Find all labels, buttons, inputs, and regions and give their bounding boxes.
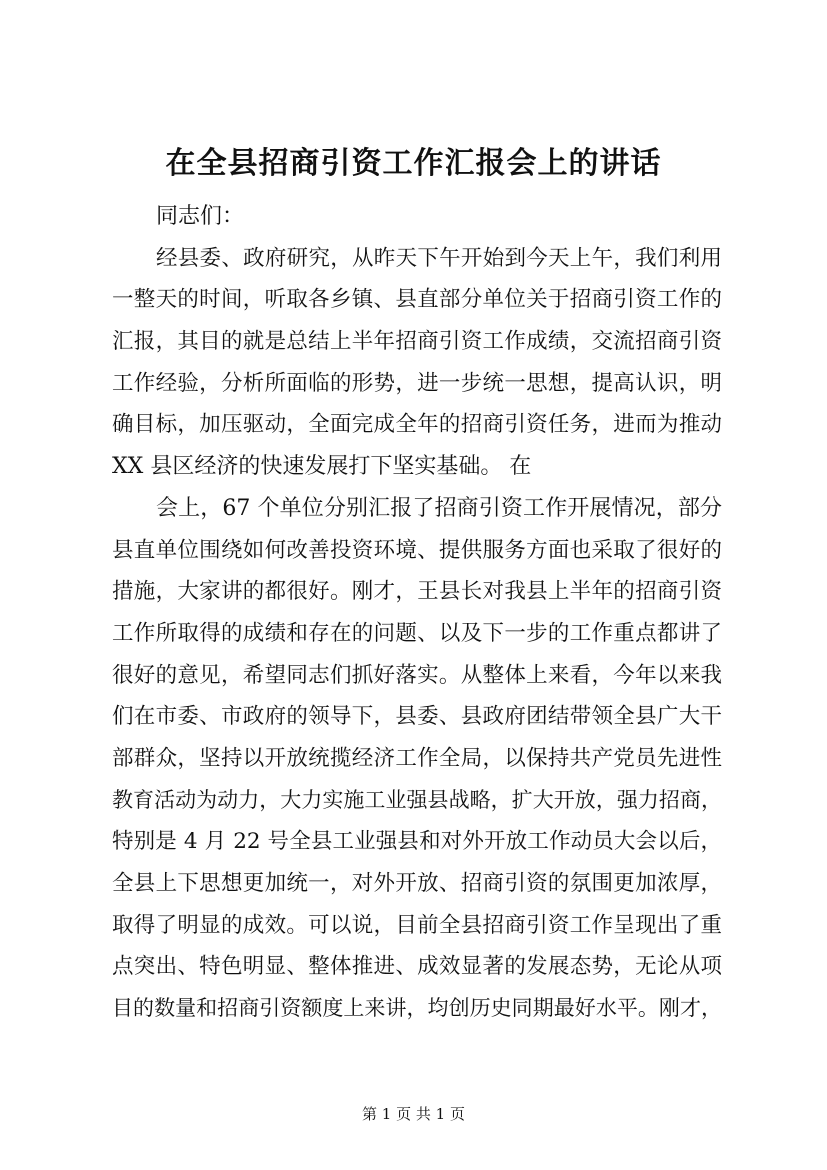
text-line: 点突出、特色明显、整体推进、成效显著的发展态势，无论从项 xyxy=(112,954,722,980)
text-line: 工作经验，分析所面临的形势，进一步统一思想，提高认识，明 xyxy=(112,370,722,396)
text-line: 经县委、政府研究，从昨天下午开始到今天上午，我们利用 xyxy=(156,245,722,271)
text-line: 部群众，坚持以开放统揽经济工作全局，以保持共产党员先进性 xyxy=(112,745,722,771)
text-line: 取得了明显的成效。可以说，目前全县招商引资工作呈现出了重 xyxy=(112,912,722,938)
text-line: 确目标，加压驱动，全面完成全年的招商引资任务，进而为推动 xyxy=(112,412,722,438)
salutation: 同志们： xyxy=(156,204,245,229)
text-line: 目的数量和招商引资额度上来讲，均创历史同期最好水平。刚才， xyxy=(112,996,722,1021)
text-line: 县直单位围绕如何改善投资环境、提供服务方面也采取了很好的 xyxy=(112,537,722,563)
text-line: 一整天的时间，听取各乡镇、县直部分单位关于招商引资工作的 xyxy=(112,287,722,313)
page-footer: 第 1 页 共 1 页 xyxy=(362,1105,465,1123)
document-title: 在全县招商引资工作汇报会上的讲话 xyxy=(165,146,662,181)
text-line: 全县上下思想更加统一，对外开放、招商引资的氛围更加浓厚， xyxy=(112,871,722,896)
paragraph-2 xyxy=(112,488,722,1030)
text-line: 汇报，其目的就是总结上半年招商引资工作成绩，交流招商引资 xyxy=(112,329,722,355)
text-line: 们在市委、市政府的领导下，县委、县政府团结带领全县广大干 xyxy=(112,704,722,730)
paragraph-1 xyxy=(112,238,722,488)
text-line: 措施，大家讲的都很好。刚才，王县长对我县上半年的招商引资 xyxy=(112,579,722,605)
text-line: XX 县区经济的快速发展打下坚实基础。 在 xyxy=(112,454,532,480)
document-body xyxy=(112,196,722,1030)
text-line: 特别是 4 月 22 号全县工业强县和对外开放工作动员大会以后， xyxy=(112,829,722,855)
text-line: 工作所取得的成绩和存在的问题、以及下一步的工作重点都讲了 xyxy=(112,620,722,646)
text-line: 教育活动为动力，大力实施工业强县战略，扩大开放，强力招商， xyxy=(112,787,722,812)
text-line: 会上，67 个单位分别汇报了招商引资工作开展情况，部分 xyxy=(156,495,722,521)
text-line: 很好的意见，希望同志们抓好落实。从整体上来看，今年以来我 xyxy=(112,662,722,688)
